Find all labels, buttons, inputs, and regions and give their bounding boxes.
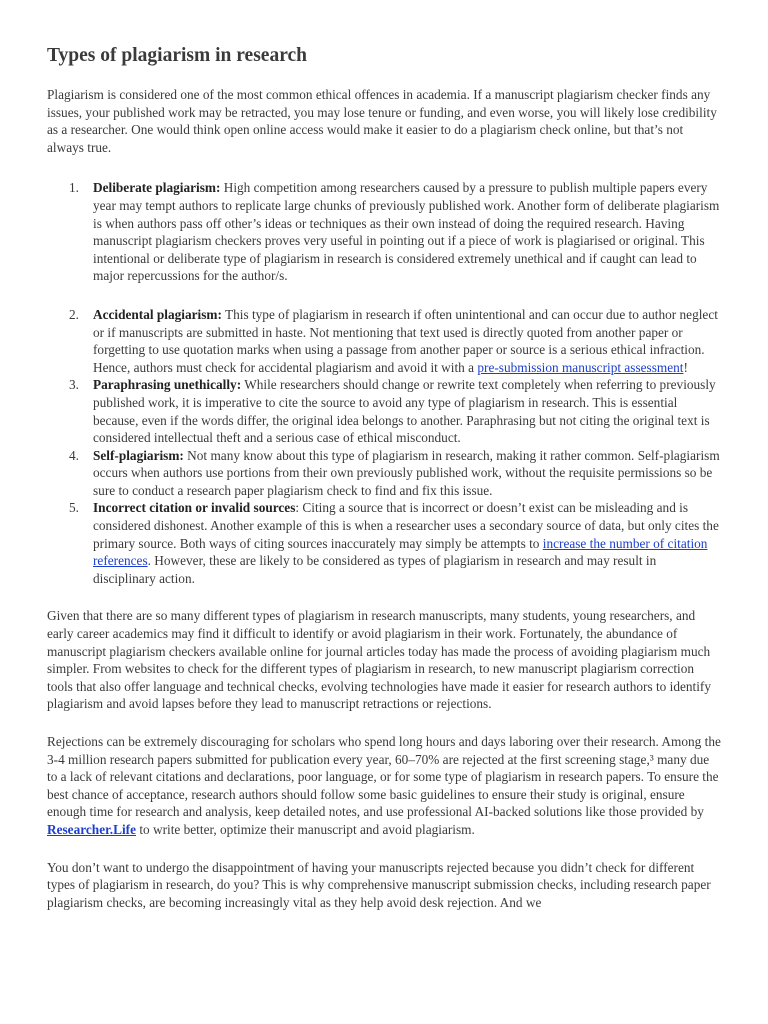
list-item bbox=[47, 306, 722, 376]
list-text: : Citing a source that is incorrect or doesn’t exist can be misleading and is considered dishonest. Another example of this is when a researcher uses a secondary source of data, but only cites the primary source. Both ways of citing sources inaccurately may simply be attempts to bbox=[93, 500, 719, 551]
list-number: 1. bbox=[69, 180, 79, 196]
plagiarism-types-list bbox=[47, 179, 722, 587]
list-item bbox=[47, 376, 722, 446]
list-term: Paraphrasing unethically: bbox=[93, 377, 242, 393]
paragraph-text-after: to write better, optimize their manuscript and avoid plagiarism. bbox=[136, 821, 475, 837]
citation-references-link[interactable]: increase the number of citation references bbox=[93, 535, 708, 569]
list-term: Self-plagiarism: bbox=[93, 447, 184, 463]
body-paragraph: You don’t want to undergo the disappointment of having your manuscripts rejected because you didn’t check for different types of plagiarism in research, do you? This is why comprehensive manuscript submission checks, including research paper plagiarism checks, are becoming increasingly vital as they help avoid desk rejection. And we bbox=[47, 859, 711, 910]
list-number: 2. bbox=[69, 306, 79, 322]
list-text: While researchers should change or rewrite text completely when referring to previously published work, it is imperative to cite the source to avoid any type of plagiarism in research. This is essential because, even if the words differ, the original idea belongs to another. Paraphrasing but not citing the original text is considered intellectual theft and a serious case of ethical misconduct. bbox=[93, 377, 716, 446]
list-item bbox=[47, 447, 722, 500]
body-paragraph bbox=[47, 733, 722, 839]
researcher-life-link[interactable]: Researcher.Life bbox=[47, 821, 136, 837]
list-text-after: ! bbox=[683, 359, 688, 375]
list-text: Not many know about this type of plagiarism in research, making it rather common. Self-plagiarism occurs when authors use portions from their own previously published work, without the requisite permissions so be sure to conduct a research paper plagiarism check to find and fix this issue. bbox=[93, 447, 720, 498]
pre-submission-assessment-link[interactable]: pre-submission manuscript assessment bbox=[477, 359, 684, 375]
list-term: Accidental plagiarism: bbox=[93, 306, 222, 322]
list-item bbox=[47, 499, 722, 587]
list-text: This type of plagiarism in research if often unintentional and can occur due to author neglect or if manuscripts are submitted in haste. Not mentioning that text used is directly quoted from another paper or forgetting to use quotation marks when using a passage from another paper or source is a serious ethical infraction. Hence, authors must check for accidental plagiarism and avoid it with a bbox=[93, 306, 718, 375]
page-title: Types of plagiarism in research bbox=[47, 45, 307, 66]
list-number: 3. bbox=[69, 377, 79, 393]
list-number: 5. bbox=[69, 500, 79, 516]
intro-paragraph: Plagiarism is considered one of the most common ethical offences in academia. If a manuscript plagiarism checker finds any issues, your published work may be retracted, you may lose tenure or funding, and even worse, you will likely lose credibility as a researcher. One would think open online access would make it easier to do a plagiarism check online, but that’s not always true. bbox=[47, 87, 717, 155]
list-term: Incorrect citation or invalid sources bbox=[93, 500, 296, 516]
list-term: Deliberate plagiarism: bbox=[93, 180, 221, 196]
list-item bbox=[47, 179, 722, 285]
body-paragraph: Given that there are so many different types of plagiarism in research manuscripts, many students, young researchers, and early career academics may find it difficult to identify or avoid plagiarism in their work. Fortunately, the abundance of manuscript plagiarism checkers available online for journal articles today has made the process of avoiding plagiarism much simpler. From websites to check for the different types of plagiarism in research, to new manuscript plagiarism correction tools that also offer language and technical checks, evolving technologies have made it easier for research authors to identify plagiarism and avoid lapses before they lead to manuscript retractions or rejections. bbox=[47, 608, 711, 712]
list-number: 4. bbox=[69, 447, 79, 463]
paragraph-text: Rejections can be extremely discouraging for scholars who spend long hours and days laboring over their research. Among the 3-4 million research papers submitted for publication every year, 60–70% are rejected at the first screening stage,³ many due to a lack of relevant citations and declarations, poor language, or for some type of plagiarism in research papers. To ensure the best chance of acceptance, research authors should follow some basic guidelines to ensure their study is original, ensure enough time for research and analysis, keep detailed notes, and use professional AI-backed solutions like those provided by bbox=[47, 734, 721, 820]
list-text: High competition among researchers caused by a pressure to publish multiple papers every year may tempt authors to replicate large chunks of previously published work. Another form of deliberate plagiarism is when authors pass off other’s ideas or techniques as their own instead of doing the required research. Having manuscript plagiarism checkers proves very useful in pointing out if a piece of work is plagiarised or original. This intentional or deliberate type of plagiarism in research is considered extremely unethical and if caught can lead to major repercussions for the author/s. bbox=[93, 180, 720, 284]
list-text-after: . However, these are likely to be considered as types of plagiarism in research and may result in disciplinary action. bbox=[93, 553, 657, 586]
